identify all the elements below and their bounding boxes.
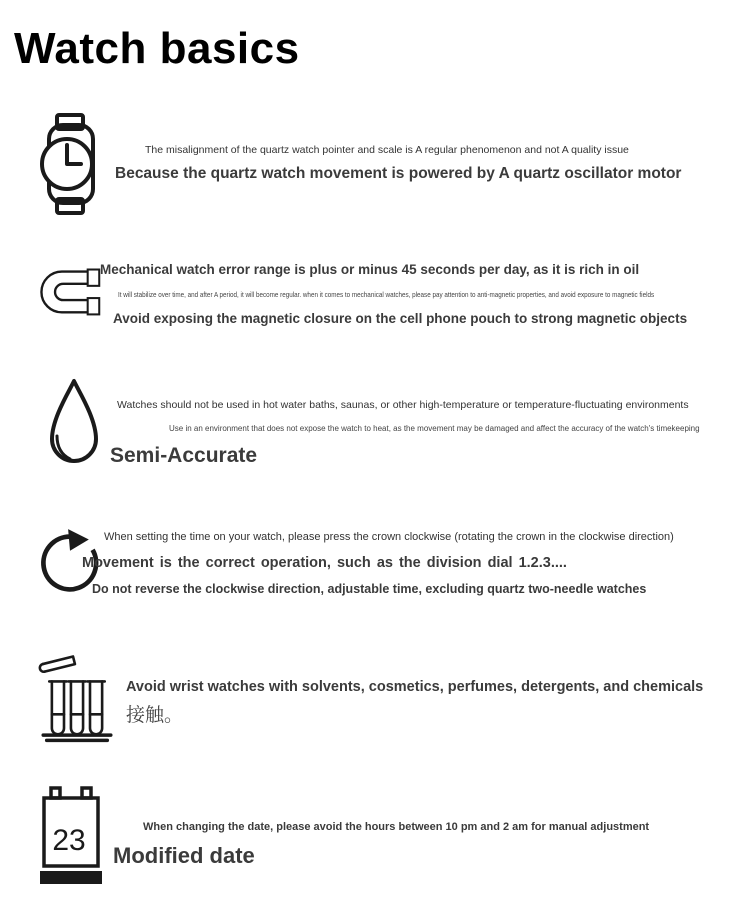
crown-note-text: When setting the time on your watch, please press the crown clockwise (rotating the crown in the clockwise direction) bbox=[104, 531, 674, 543]
crown-headline2-text: Do not reverse the clockwise direction, adjustable time, excluding quartz two-needle watches bbox=[92, 582, 647, 596]
test-tubes-icon bbox=[38, 646, 116, 748]
date-headline-text: Modified date bbox=[113, 843, 255, 868]
water-note-text: Watches should not be used in hot water baths, saunas, or other high-temperature or temperature-fluctuating environments bbox=[117, 399, 689, 411]
calendar-day-number: 23 bbox=[52, 824, 86, 857]
water-drop-icon bbox=[44, 376, 104, 476]
chemicals-headline-text: Avoid wrist watches with solvents, cosmetics, perfumes, detergents, and chemicals bbox=[126, 679, 704, 695]
chemicals-cjk-text: 接触。 bbox=[126, 704, 184, 726]
water-headline-text: Semi-Accurate bbox=[110, 444, 258, 467]
quartz-headline-text: Because the quartz watch movement is powered by A quartz oscillator motor bbox=[115, 165, 682, 182]
water-note2-text: Use in an environment that does not expose the watch to heat, as the movement may be damaged and affect the accuracy of the watch's timekeeping bbox=[169, 424, 700, 433]
horseshoe-magnet-icon bbox=[36, 256, 104, 332]
calendar-icon bbox=[40, 786, 102, 886]
crown-headline-text: Movement is the correct operation, such as the division dial 1.2.3.... bbox=[82, 555, 567, 571]
magnet-note-text: It will stabilize over time, and after A period, it will become regular. when it comes to mechanical watches, please pay attention to anti-magnetic properties, and avoid exposure to magnetic fields bbox=[118, 290, 655, 299]
watch-icon bbox=[40, 112, 100, 216]
page-title: Watch basics bbox=[14, 24, 300, 73]
magnet-headline2-text: Avoid exposing the magnetic closure on the cell phone pouch to strong magnetic objects bbox=[113, 311, 688, 326]
magnet-headline-text: Mechanical watch error range is plus or minus 45 seconds per day, as it is rich in oil bbox=[100, 262, 640, 277]
quartz-note-text: The misalignment of the quartz watch pointer and scale is A regular phenomenon and not A quality issue bbox=[145, 144, 629, 156]
date-note-text: When changing the date, please avoid the hours between 10 pm and 2 am for manual adjustment bbox=[143, 821, 650, 833]
